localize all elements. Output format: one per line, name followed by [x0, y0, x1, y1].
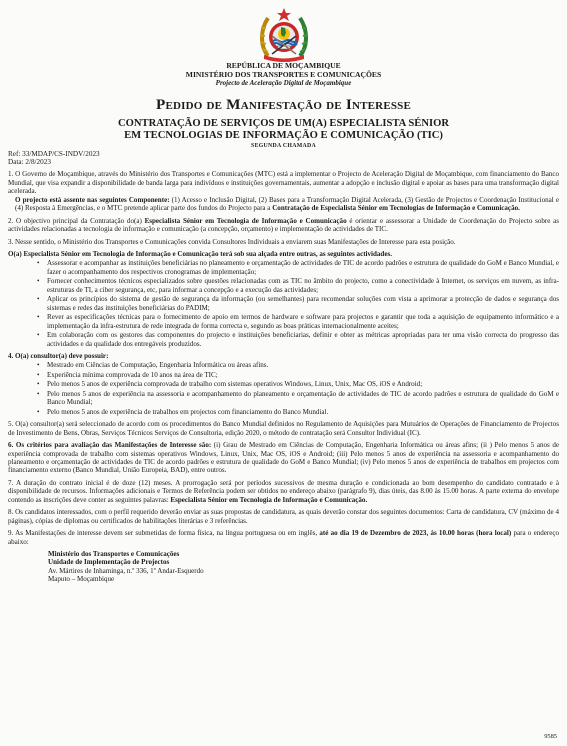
- address-line-2: Unidade de Implementação de Projectos: [48, 558, 170, 567]
- paragraph-7: [8, 479, 559, 504]
- document-title: Pedido de Manifestação de Interesse: [155, 95, 412, 113]
- paragraph-2-text-a: 2. O objectivo principal da Contratação do(a): [8, 216, 145, 225]
- list-item: • Pelo menos 5 anos de experiência comprovada de trabalho com sistemas operativos Windows, Linux, Unix, Mac OS, iOS e Android;: [8, 380, 559, 388]
- list-item: • Mestrado em Ciências de Computação, Engenharia Informática ou áreas afins.: [8, 361, 559, 369]
- header-ministry: MINISTÉRIO DOS TRANSPORTES E COMUNICAÇÕES: [185, 69, 382, 79]
- emblem-container: [8, 6, 559, 62]
- header-country: REPÚBLICA DE MOÇAMBIQUE: [226, 61, 341, 70]
- activities-list: [8, 259, 559, 348]
- letterhead: [8, 62, 559, 88]
- subtitle-line-1: CONTRATAÇÃO DE SERVIÇOS DE UM(A) ESPECIALISTA SÉNIOR: [117, 117, 450, 129]
- paragraph-2-text-b: é orientar e assessorar a Unidade de Coordenação do Projecto sobre as actividades relacionadas a tecnologia de informação e comunicação (a concepção, orçamento) e implementação de actividades de TIC.: [8, 216, 559, 234]
- paragraph-9-tail: para o endereço abaixo:: [8, 529, 559, 546]
- list-item: • Pelo menos 5 anos de experiência na assessoria e acompanhamento do planeamento e orçamentação de actividades de TIC de acordo padrões e estrutura de qualidade do GoM e Banco Mundial;: [8, 390, 559, 407]
- call-number: SEGUNDA CHAMADA: [251, 142, 316, 149]
- profile-heading: 4. O(a) consultor(a) deve possuir:: [8, 351, 109, 360]
- ad-code: 9585: [544, 733, 557, 740]
- list-item: • Em colaboração com os gestores das componentes do projecto e instituições beneficiarias, definir e obter as métricas apropriadas para ter uma visão correcta do progresso das actividades e da qualidade dos entregáveis produzidos.: [8, 331, 559, 348]
- criteria-text: (i) Grau de Mestrado em Ciências de Computação, Engenharia Informática ou áreas afins; (ii ) Pelo menos 5 anos de experiência comprovada de trabalho com sistemas operativos Windows, Linux, Unix, Mac OS, iOS e Android; (iii) Pelo menos 5 anos de experiência na assessoria e acompanhamento do planeamento e orçamentação de actividades de TIC de acordo padrões e estrutura de qualidade do GoM e Banco Mundial; (iv) Pelo menos 5 anos de experiência de trabalhos em projectos com financiamento externo (Banco Mundial, União Europeia, BAD), entre outros.: [8, 441, 559, 475]
- mozambique-emblem-icon: [254, 6, 314, 62]
- list-item: • Rever as especificações técnicas para o fornecimento de apoio em termos de hardware e software para projectos e garantir que toda a aquisição de equipamento informático e a implementação da infra-estrutura de rede integrada de forma correcta e, segundo as boas práticas internacionalmente aceites;: [8, 313, 559, 330]
- paragraph-5: 5. O(a) consultor(a) será seleccionado de acordo com os procedimentos do Banco Mundial definidos no Regulamento de Aquisições para Mutuários de Operações de Financiamento de Projectos de Investimento de Bens, Obras, Serviços Técnicos Serviços de Consultoria, edição 2020, o método de contratação será Consultor Individual (IC).: [8, 420, 559, 437]
- list-item: • Aplicar os princípios do sistema de gestão de segurança da informação (ou semelhantes) para recomendar soluções com vista a aprimorar a protecção de dados e segurança dos sistemas e redes das instituições beneficiárias do PADIM;: [8, 295, 559, 312]
- reference-number: Ref: 33/MDAP/CS-INDV/2023: [8, 149, 100, 158]
- address-line-4: Maputo – Moçambique: [48, 575, 115, 584]
- paragraph-1-components: [8, 196, 559, 213]
- paragraph-9: [8, 529, 559, 546]
- components-text: (1) Acesso e Inclusão Digital, (2) Bases para a Transformação Digital Acelerada, (3) Gestão de Projectos e Coordenação Institucional e (4) Resposta à Emergências, e o MTC pretende aplicar parte dos fundos do Projecto para a: [15, 195, 559, 213]
- list-item: • Fornecer conhecimentos técnicos especializados sobre questões relacionadas com as TIC no âmbito do projecto, como a conectividade à Internet, os serviços em nuvem, as infra-estruturas de TI, a ciber segurança, etc, para informar a concepção e a execução das actividades;: [8, 277, 559, 294]
- activities-heading: O(a) Especialista Sénior em Tecnologia de Informação e Comunicação terá sob sua alçada entre outras, as seguintes actividades.: [8, 250, 392, 258]
- deadline: até ao dia 19 de Dezembro de 2023, às 10.00 horas (hora local): [319, 529, 512, 538]
- address-line-3: Av. Mártires de Inhaminga, n.º 336, 1º Andar-Esquerdo: [48, 566, 204, 575]
- subtitle-line-2: EM TECNOLOGIAS DE INFORMAÇÃO E COMUNICAÇÃO (TIC): [124, 130, 443, 142]
- components-lead: O projecto está assente nas seguintes Componente:: [15, 195, 170, 204]
- profile-list: [8, 361, 559, 416]
- envelope-words: Especialista Sénior em Tecnologia de Informação e Comunicação.: [170, 495, 368, 504]
- submission-address: [48, 550, 559, 584]
- paragraph-2-position: Especialista Sénior em Tecnologia de Informação e Comunicação: [144, 216, 347, 225]
- criteria-lead: 6. Os critérios para avaliação das Manifestações de Interesse são:: [8, 441, 212, 450]
- document-body: [8, 170, 559, 583]
- paragraph-9-text: 9. As Manifestações de interesse devem ser submetidas de forma física, na língua portuguesa ou em inglês,: [8, 529, 320, 538]
- document-subtitle: [8, 118, 559, 143]
- list-item: • Experiência mínima comprovada de 10 anos na área de TIC;: [8, 371, 559, 379]
- paragraph-2: [8, 217, 559, 234]
- header-project: Projecto de Aceleração Digital de Moçambique: [215, 79, 352, 88]
- paragraph-6: [8, 441, 559, 475]
- paragraph-3: 3. Nesse sentido, o Ministério dos Transportes e Comunicações convida Consultores Individuais a enviarem suas Manifestações de Interesse para esta posição.: [8, 237, 456, 246]
- reference-date: Data: 2/8/2023: [8, 158, 51, 167]
- paragraph-1: [8, 170, 559, 212]
- components-position: Contratação de Especialista Sénior em Tecnologias de Informação e Comunicação.: [272, 204, 520, 213]
- list-item: • Pelo menos 5 anos de experiência de trabalhos em projectos com financiamento do Banco Mundial.: [8, 408, 559, 416]
- paragraph-8: 8. Os candidatos interessados, com o perfil requerido deverão enviar as suas propostas de candidatura, as quais deverão constar dos seguintes documentos: Carta de candidatura, CV (máximo de 4 páginas), cópias de diplomas ou certificados de habilitações literárias e 3 referências.: [8, 508, 559, 525]
- address-line-1: Ministério dos Transportes e Comunicações: [48, 550, 180, 559]
- reference-block: [8, 150, 559, 166]
- paragraph-7-text: 7. A duração do contrato inicial é de doze (12) meses. A prorrogação será por períodos sucessivos de mesma duração e condicionada ao bom desempenho do candidato contratado e à disponibilidade de recursos. Informações adicionais e Termos de Referência podem ser obtidos no endereço abaixo (parágrafo 9), dias úteis, das 8.00 às 15.00 horas. A parte externa do envelope contendo as inscrições deve conter as seguintes palavras:: [8, 478, 559, 504]
- paragraph-1-text: 1. O Governo de Moçambique, através do Ministério dos Transportes e Comunicações (MTC) está a implementar o Projecto de Aceleração Digital de Moçambique, com financiamento do Banco Mundial, que visa expandir a disponibilidade de banda larga para indivíduos e instituições governamentais, aumentar a adopção e inclusão digital e apoiar as bases para uma transformação digital acelerada.: [8, 170, 559, 196]
- list-item: • Assessorar e acompanhar as instituições beneficiárias no planeamento e orçamentação de actividades de TIC de acordo padrões e estrutura de qualidade do GoM e Banco Mundial, e fazer o acompanhamento dos respectivos cronogramas de implementação;: [8, 259, 559, 276]
